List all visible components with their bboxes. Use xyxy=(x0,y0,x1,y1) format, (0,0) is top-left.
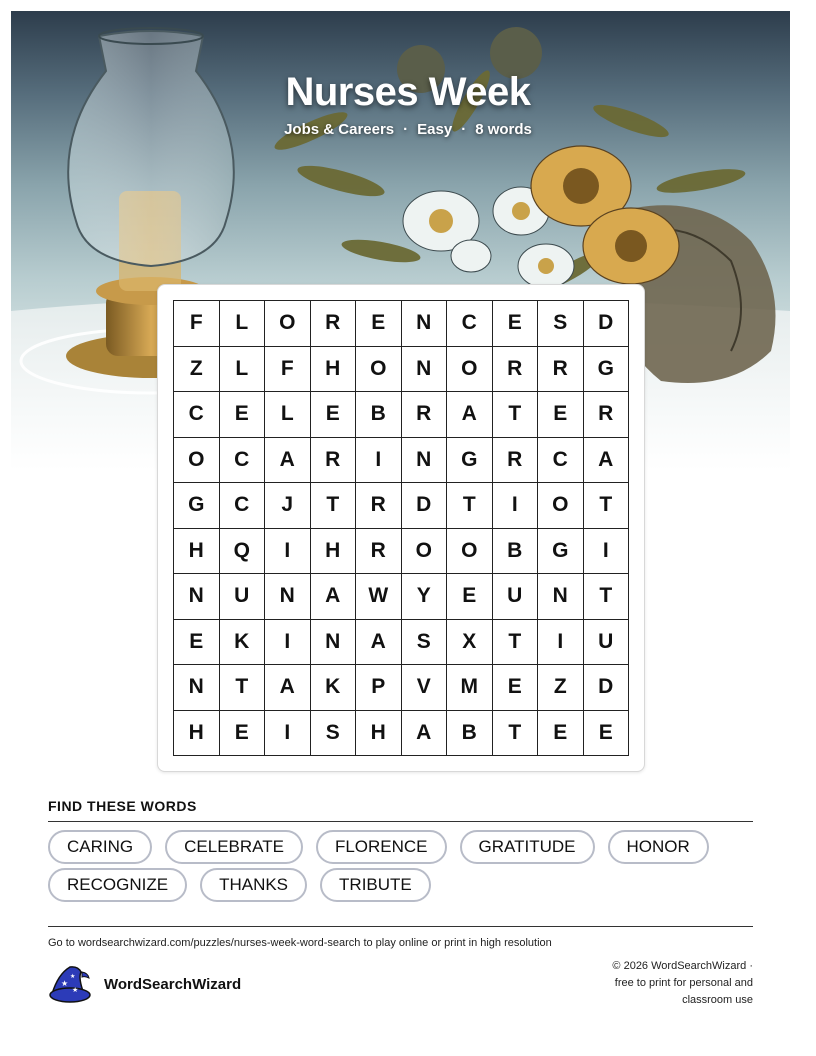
grid-cell[interactable]: T xyxy=(493,711,539,757)
grid-cell[interactable]: G xyxy=(584,347,630,393)
divider xyxy=(48,926,753,927)
grid-cell[interactable]: L xyxy=(265,392,311,438)
grid-cell[interactable]: Z xyxy=(174,347,220,393)
online-play-note: Go to wordsearchwizard.com/puzzles/nurses-week-word-search to play online or print in high resolution xyxy=(48,937,552,949)
meta-separator: · xyxy=(403,121,409,138)
word-chip: RECOGNIZE xyxy=(48,868,187,902)
grid-cell[interactable]: R xyxy=(311,301,357,347)
puzzle-meta xyxy=(0,121,816,138)
grid-cell[interactable]: R xyxy=(493,347,539,393)
word-row xyxy=(48,868,758,902)
grid-cell[interactable]: U xyxy=(584,620,630,666)
grid-cell[interactable]: B xyxy=(447,711,493,757)
grid-cell[interactable]: P xyxy=(356,665,402,711)
grid-cell[interactable]: E xyxy=(356,301,402,347)
grid-cell[interactable]: U xyxy=(220,574,266,620)
grid-cell[interactable]: R xyxy=(538,347,584,393)
grid-cell[interactable]: A xyxy=(265,438,311,484)
grid-cell[interactable]: R xyxy=(402,392,448,438)
grid-cell[interactable]: L xyxy=(220,347,266,393)
grid-cell[interactable]: W xyxy=(356,574,402,620)
grid-cell[interactable]: E xyxy=(538,711,584,757)
brand xyxy=(48,964,241,1004)
copyright-line: classroom use xyxy=(682,994,753,1006)
grid-cell[interactable]: R xyxy=(493,438,539,484)
grid-cell[interactable]: X xyxy=(447,620,493,666)
grid-cell[interactable]: I xyxy=(493,483,539,529)
grid-cell[interactable]: A xyxy=(311,574,357,620)
grid-cell[interactable]: E xyxy=(174,620,220,666)
grid-cell[interactable]: E xyxy=(447,574,493,620)
grid-cell[interactable]: N xyxy=(174,574,220,620)
grid-cell[interactable]: H xyxy=(174,711,220,757)
grid-cell[interactable]: B xyxy=(493,529,539,575)
word-chip: FLORENCE xyxy=(316,830,447,864)
grid-cell[interactable]: A xyxy=(265,665,311,711)
grid-cell[interactable]: D xyxy=(584,301,630,347)
svg-text:★: ★ xyxy=(61,979,69,988)
puzzle-card xyxy=(157,284,645,772)
grid-cell[interactable]: H xyxy=(311,529,357,575)
grid-cell[interactable]: O xyxy=(265,301,311,347)
grid-cell[interactable]: S xyxy=(311,711,357,757)
grid-cell[interactable]: G xyxy=(538,529,584,575)
grid-cell[interactable]: E xyxy=(311,392,357,438)
grid-cell[interactable]: H xyxy=(356,711,402,757)
grid-cell[interactable]: C xyxy=(174,392,220,438)
wizard-hat-icon xyxy=(48,964,92,1004)
word-chip: THANKS xyxy=(200,868,307,902)
grid-cell[interactable]: G xyxy=(174,483,220,529)
grid-cell[interactable]: Q xyxy=(220,529,266,575)
grid-cell[interactable]: I xyxy=(584,529,630,575)
copyright xyxy=(553,958,753,1009)
grid-cell[interactable]: S xyxy=(538,301,584,347)
title-block xyxy=(0,70,816,138)
grid-cell[interactable]: J xyxy=(265,483,311,529)
grid-cell[interactable]: K xyxy=(220,620,266,666)
grid-cell[interactable]: R xyxy=(356,483,402,529)
grid-cell[interactable]: H xyxy=(174,529,220,575)
grid-cell[interactable]: C xyxy=(220,483,266,529)
grid-cell[interactable]: O xyxy=(447,529,493,575)
copyright-line: © 2026 WordSearchWizard · xyxy=(612,960,753,972)
grid-cell[interactable]: E xyxy=(220,392,266,438)
page-title: Nurses Week xyxy=(285,70,531,114)
grid-cell[interactable]: E xyxy=(584,711,630,757)
grid-cell[interactable]: F xyxy=(265,347,311,393)
grid-cell[interactable]: K xyxy=(311,665,357,711)
grid-cell[interactable]: N xyxy=(265,574,311,620)
grid-cell[interactable]: A xyxy=(447,392,493,438)
grid-cell[interactable]: N xyxy=(311,620,357,666)
grid-cell[interactable]: I xyxy=(265,620,311,666)
grid-cell[interactable]: N xyxy=(402,438,448,484)
grid-cell[interactable]: I xyxy=(356,438,402,484)
grid-cell[interactable]: O xyxy=(538,483,584,529)
grid-cell[interactable]: N xyxy=(402,301,448,347)
grid-cell[interactable]: E xyxy=(493,301,539,347)
word-list-heading: FIND THESE WORDS xyxy=(48,798,197,814)
word-chip: HONOR xyxy=(608,830,709,864)
grid-cell[interactable]: T xyxy=(311,483,357,529)
grid-cell[interactable]: C xyxy=(220,438,266,484)
grid-cell[interactable]: V xyxy=(402,665,448,711)
grid-cell[interactable]: I xyxy=(265,711,311,757)
grid-cell[interactable]: O xyxy=(174,438,220,484)
grid-cell[interactable]: L xyxy=(220,301,266,347)
word-list xyxy=(48,830,758,906)
grid-cell[interactable]: O xyxy=(402,529,448,575)
grid-cell[interactable]: T xyxy=(447,483,493,529)
grid-cell[interactable]: D xyxy=(584,665,630,711)
grid-cell[interactable]: B xyxy=(356,392,402,438)
category-label: Jobs & Careers xyxy=(284,121,395,138)
grid-cell[interactable]: R xyxy=(584,392,630,438)
grid-cell[interactable]: O xyxy=(447,347,493,393)
word-row xyxy=(48,830,758,864)
grid-cell[interactable]: A xyxy=(356,620,402,666)
grid-cell[interactable]: S xyxy=(402,620,448,666)
grid-cell[interactable]: N xyxy=(538,574,584,620)
meta-separator: · xyxy=(461,121,467,138)
grid-cell[interactable]: I xyxy=(538,620,584,666)
grid-cell[interactable]: R xyxy=(311,438,357,484)
divider xyxy=(48,821,753,822)
word-chip: CELEBRATE xyxy=(165,830,303,864)
grid-cell[interactable]: T xyxy=(493,620,539,666)
letter-grid xyxy=(173,300,629,756)
copyright-line: free to print for personal and xyxy=(614,977,753,989)
grid-cell[interactable]: M xyxy=(447,665,493,711)
grid-cell[interactable]: F xyxy=(174,301,220,347)
grid-cell[interactable]: N xyxy=(174,665,220,711)
word-chip: CARING xyxy=(48,830,152,864)
grid-cell[interactable]: H xyxy=(311,347,357,393)
svg-text:★: ★ xyxy=(72,987,79,994)
grid-cell[interactable]: A xyxy=(402,711,448,757)
brand-name: WordSearchWizard xyxy=(104,975,242,993)
grid-cell[interactable]: C xyxy=(538,438,584,484)
grid-cell[interactable]: Z xyxy=(538,665,584,711)
grid-cell[interactable]: T xyxy=(493,392,539,438)
grid-cell[interactable]: C xyxy=(447,301,493,347)
grid-cell[interactable]: N xyxy=(402,347,448,393)
grid-cell[interactable]: T xyxy=(584,574,630,620)
grid-cell[interactable]: R xyxy=(356,529,402,575)
difficulty-label: Easy xyxy=(417,121,453,138)
word-chip: GRATITUDE xyxy=(460,830,595,864)
svg-text:★: ★ xyxy=(70,974,76,980)
grid-cell[interactable]: D xyxy=(402,483,448,529)
grid-cell[interactable]: A xyxy=(584,438,630,484)
grid-cell[interactable]: G xyxy=(447,438,493,484)
grid-cell[interactable]: Y xyxy=(402,574,448,620)
word-count-label: 8 words xyxy=(475,121,532,138)
grid-cell[interactable]: T xyxy=(584,483,630,529)
grid-cell[interactable]: U xyxy=(493,574,539,620)
grid-cell[interactable]: E xyxy=(220,711,266,757)
grid-cell[interactable]: E xyxy=(493,665,539,711)
grid-cell[interactable]: O xyxy=(356,347,402,393)
word-chip: TRIBUTE xyxy=(320,868,431,902)
grid-cell[interactable]: E xyxy=(538,392,584,438)
grid-cell[interactable]: T xyxy=(220,665,266,711)
grid-cell[interactable]: I xyxy=(265,529,311,575)
